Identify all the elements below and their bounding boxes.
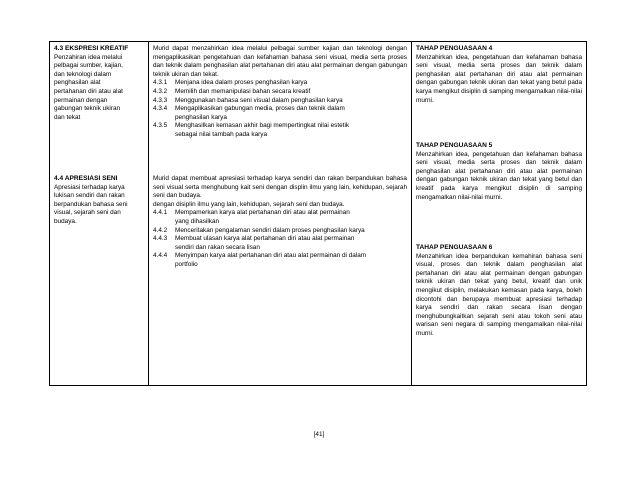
mastery-text: Menzahirkan idea berpandukan kemahiran bahasa seni visual, proses dan teknik dalam penghasilan alat pertahanan diri atau alat permainan dengan gabungan teknik ukiran dan tekat yang betul, kreatif dan unik mengikut disiplin, melakukan kemasan pada karya, boleh dicontohi dan berupaya membuat apresiasi terhadap karya sendiri dan rakan secara lisan dengan menghubungkaitkan sejarah seni atau tokoh seni atau warisan seni negara di samping mengamalkan nilai-nilai murni. [416,252,582,337]
objective-item: 4.3.1 Menjana idea dalam proses penghasilan karya [153,79,308,87]
objective-column [149,42,412,385]
curriculum-table [49,41,587,386]
mastery-title: TAHAP PENGUASAAN 5 [416,142,493,149]
mastery-level-5 [416,142,582,202]
objectives-4-4: Murid dapat membuat apresiasi terhadap karya sendiri dan rakan berpandukan bahasa seni visual serta menghubung kait seni dengan displin ilmu yang lain, kehidupan, sejarah seni dan budaya. dengan disiplin ilmu yang lain, kehidupan, sejarah seni dan budaya. 4.4.1 Mempamerkan karya alat pertahanan diri atau alat permainan yang dihasilkan 4.4.2 Menceritakan pengalaman sendiri dalam proses penghasilan karya 4.4.3 Membuat ulasan karya alat pertahanan diri atau alat permainan sendiri dan rakan secara lisan 4.4.4 Menyimpan karya alat pertahanan diri atau alat permainan di dalam portfolio [153,175,407,268]
objective-intro: Murid dapat membuat apresiasi terhadap karya sendiri dan rakan berpandukan bahasa seni visual serta menghubung kait seni dengan displin ilmu yang lain, kehidupan, sejarah seni dan budaya. [153,175,407,200]
standard-description: Apresiasi terhadap karya lukisan sendiri dan rakan berpandukan bahasa seni visual, sejarah seni dan budaya. [54,183,128,225]
standard-description: Penzahiran idea melalui pelbagai sumber, kajian, dan teknologi dalam penghasilan alat pertahanan diri atau alat permainan dengan gabungan teknik ukiran dan tekat [54,53,123,121]
standard-column [50,42,149,385]
mastery-level-6 [416,244,582,339]
mastery-text: Menzahirkan idea, pengetahuan dan kefahaman bahasa seni visual, media serta proses dan teknik dalam penghasilan alat pertahanan diri atau alat permainan dengan gabungan teknik ukiran dan tekat yang betul dan kreatif pada karya mengikut disiplin di samping mengamalkan nilai-nilai murni. [416,150,582,201]
mastery-title: TAHAP PENGUASAAN 6 [416,244,493,251]
mastery-level-4 [416,45,582,105]
mastery-title: TAHAP PENGUASAAN 4 [416,45,493,52]
objective-intro: Murid dapat menzahirkan idea melalui pelbagai sumber kajian dan teknologi dengan mengaplikasikan pengetahuan dan kefahaman bahasa seni visual, media serta proses dan teknik dalam penghasilan alat pertahanan diri atau alat permainan dengan gabungan teknik ukiran dan tekat. [153,45,407,78]
mastery-text: Menzahirkan idea, pengetahuan dan kefahaman bahasa seni visual, media serta proses dan teknik dalam penghasilan alat pertahanan diri atau alat permainan dengan gabungan teknik ukiran dan tekat yang betul pada karya mengikut disiplin di samping mengamalkan nilai-nilai murni. [416,53,582,104]
objective-item: 4.4.3 Membuat ulasan karya alat pertahanan diri atau alat permainan [153,235,355,243]
objective-item: 4.3.5 Menghasilkan kemasan akhir bagi mempertingkat nilai estetik [153,122,350,130]
objective-item: 4.4.2 Menceritakan pengalaman sendiri dalam proses penghasilan karya [153,226,365,234]
objective-item: 4.3.3 Menggunakan bahasa seni visual dalam penghasilan karya [153,96,343,104]
standard-title: 4.3 EKSPRESI KREATIF [54,45,129,52]
standard-title: 4.4 APRESIASI SENI [54,175,118,182]
objective-item: 4.3.2 Memilih dan memanipulasi bahan secara kreatif [153,87,311,95]
objective-item: 4.4.4 Menyimpan karya alat pertahanan diri atau alat permainan di dalam [153,252,367,260]
mastery-column [412,42,586,385]
objective-item: 4.3.4 Mengaplikasikan gabungan media, proses dan teknik dalam [153,105,345,113]
objective-item: 4.4.1 Mempamerkan karya alat pertahanan diri atau alat permainan [153,209,350,217]
objectives-4-3: Murid dapat menzahirkan idea melalui pelbagai sumber kajian dan teknologi dengan mengaplikasikan pengetahuan dan kefahaman bahasa seni visual, media serta proses dan teknik dalam penghasilan alat pertahanan diri atau alat permainan dengan gabungan teknik ukiran dan tekat. 4.3.1 Menjana idea dalam proses penghasilan karya 4.3.2 Memilih dan memanipulasi bahan secara kreatif 4.3.3 Menggunakan bahasa seni visual dalam penghasilan karya 4.3.4 Mengaplikasikan gabungan media, proses dan teknik dalam penghasilan karya 4.3.5 Menghasilkan kemasan akhir bagi mempertingkat nilai estetik sebagai nilai tambah pada karya [153,45,407,138]
standard-4-3 [54,45,144,122]
standard-4-4 [54,175,144,227]
page-number: [41] [313,431,325,438]
